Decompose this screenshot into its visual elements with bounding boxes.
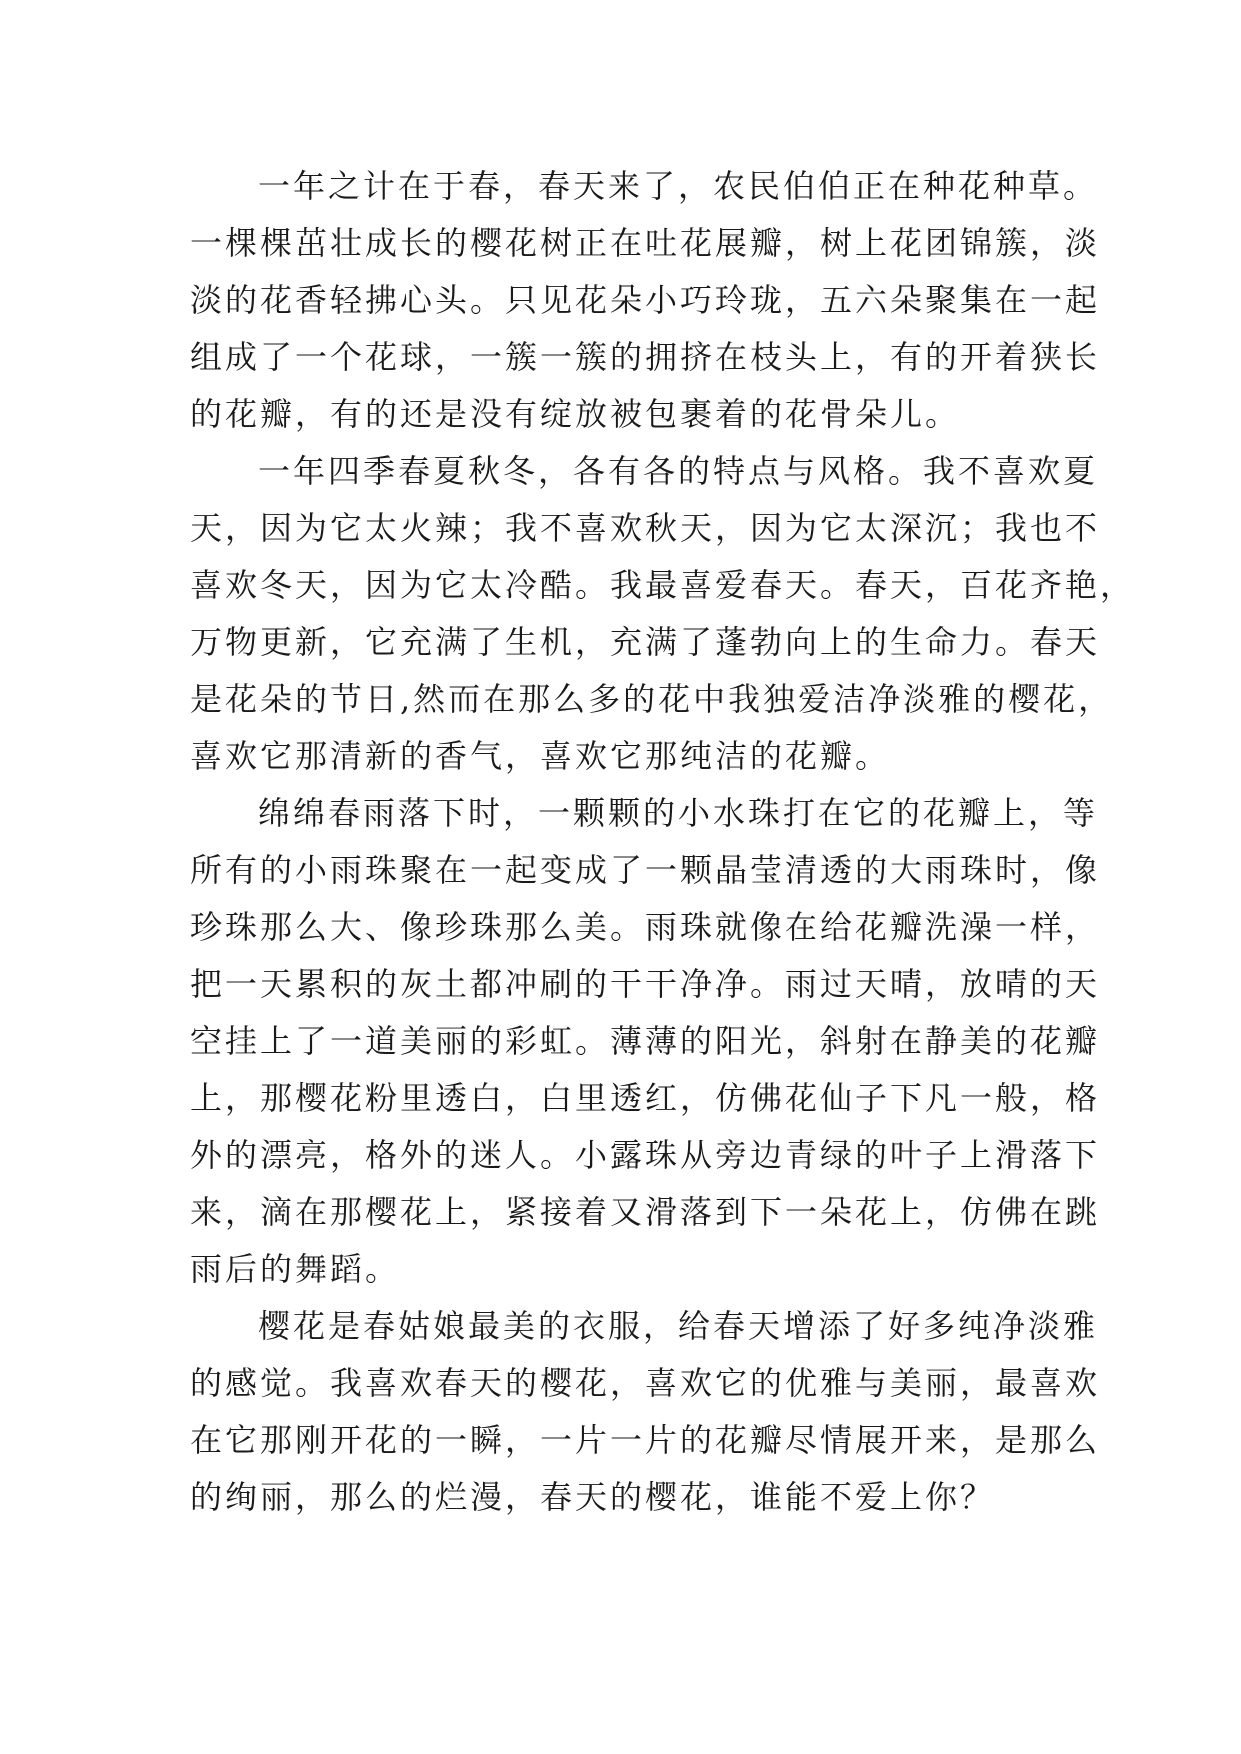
paragraph-1 [190,158,1101,443]
paragraph-4 [190,1298,1101,1526]
text-line: 外的漂亮，格外的迷人。小露珠从旁边青绿的叶子上滑落下 [190,1136,1101,1174]
text-line: 绵绵春雨落下时，一颗颗的小水珠打在它的花瓣上，等 [258,794,1099,832]
text-line: 一年之计在于春，春天来了，农民伯伯正在种花种草。 [258,167,1099,205]
text-line: 一棵棵茁壮成长的樱花树正在吐花展瓣，树上花团锦簇，淡 [190,224,1101,262]
text-line: 来，滴在那樱花上，紧接着又滑落到下一朵花上，仿佛在跳 [190,1193,1101,1231]
text-line: 天，因为它太火辣；我不喜欢秋天，因为它太深沉；我也不 [190,509,1101,547]
text-line: 所有的小雨珠聚在一起变成了一颗晶莹清透的大雨珠时，像 [190,851,1101,889]
text-line: 淡的花香轻拂心头。只见花朵小巧玲珑，五六朵聚集在一起 [190,281,1101,319]
text-line: 樱花是春姑娘最美的衣服，给春天增添了好多纯净淡雅 [258,1307,1099,1345]
paragraph-2 [190,443,1136,785]
text-line: 把一天累积的灰土都冲刷的干干净净。雨过天晴，放晴的天 [190,965,1101,1003]
essay-body [190,158,1136,1526]
text-line: 在它那刚开花的一瞬，一片一片的花瓣尽情展开来，是那么 [190,1421,1101,1459]
text-line: 组成了一个花球，一簇一簇的拥挤在枝头上，有的开着狭长 [190,338,1101,376]
text-line: 雨后的舞蹈。 [190,1250,401,1288]
text-line: 喜欢它那清新的香气，喜欢它那纯洁的花瓣。 [190,737,891,775]
text-line: 喜欢冬天，因为它太冷酷。我最喜爱春天。春天，百花齐艳， [190,566,1136,604]
text-line: 珍珠那么大、像珍珠那么美。雨珠就像在给花瓣洗澡一样， [190,908,1101,946]
text-line: 的花瓣，有的还是没有绽放被包裹着的花骨朵儿。 [190,395,961,433]
text-line: 的感觉。我喜欢春天的樱花，喜欢它的优雅与美丽，最喜欢 [190,1364,1101,1402]
text-line: 空挂上了一道美丽的彩虹。薄薄的阳光，斜射在静美的花瓣 [190,1022,1101,1060]
text-line: 一年四季春夏秋冬，各有各的特点与风格。我不喜欢夏 [258,452,1099,490]
text-line: 的绚丽，那么的烂漫，春天的樱花，谁能不爱上你？ [190,1478,996,1516]
paragraph-3 [190,785,1101,1298]
text-line: 上，那樱花粉里透白，白里透红，仿佛花仙子下凡一般，格 [190,1079,1101,1117]
text-line: 是花朵的节日,然而在那么多的花中我独爱洁净淡雅的樱花， [190,680,1114,718]
text-line: 万物更新，它充满了生机，充满了蓬勃向上的生命力。春天 [190,623,1101,661]
